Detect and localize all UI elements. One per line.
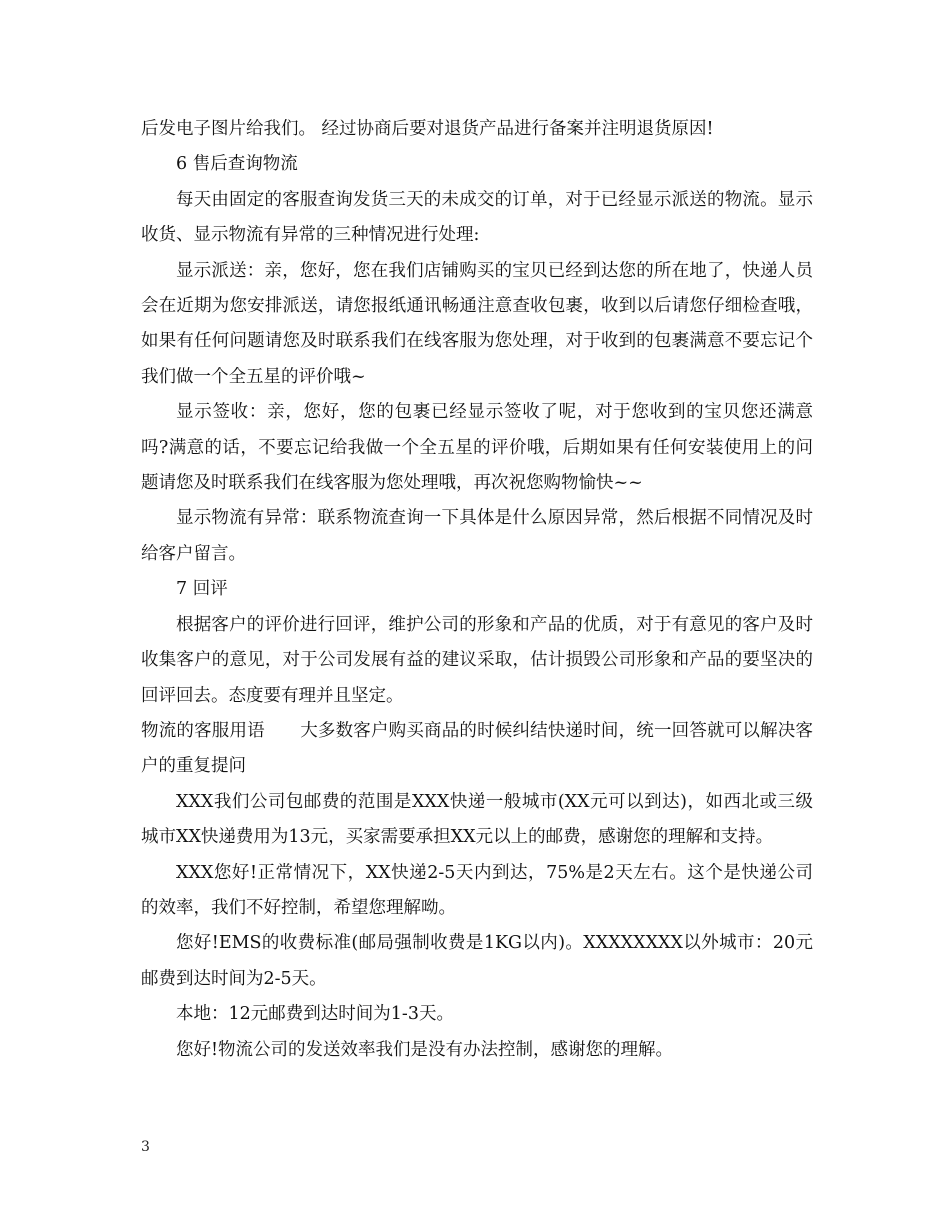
paragraph-review-reply: 根据客户的评价进行回评，维护公司的形象和产品的优质，对于有意见的客户及时收集客户的意见，对于公司发展有益的建议采取，估计损毁公司形象和产品的要坚决的回评回去。态度要有理并且坚定。 xyxy=(141,614,813,706)
paragraph-abnormal-status: 显示物流有异常：联系物流查询一下具体是什么原因异常，然后根据不同情况及时给客户留言。 xyxy=(141,508,813,564)
paragraph-daily-query: 每天由固定的客服查询发货三天的未成交的订单，对于已经显示派送的物流。显示收货、显示物流有异常的三种情况进行处理: xyxy=(141,189,813,246)
paragraph-delivery-status: 显示派送：亲，您好，您在我们店铺购买的宝贝已经到达您的所在地了，快递人员会在近期为您安排派送，请您报纸通讯畅通注意查收包裹，收到以后请您仔细检查哦，如果有任何问题请您及时联系我们在线客服为您处理，对于收到的包裹满意不要忘记个我们做一个全五星的评价哦~ xyxy=(141,260,813,387)
paragraph-signed-status: 显示签收：亲，您好，您的包裹已经显示签收了呢，对于您收到的宝贝您还满意吗?满意的话，不要忘记给我做一个全五星的评价哦，后期如果有任何安装使用上的问题请您及时联系我们在线客服为您处理哦，再次祝您购物愉快~~ xyxy=(141,402,813,494)
paragraph-ems-fee: 您好!EMS的收费标准(邮局强制收费是1KG以内)。XXXXXXXX以外城市：20元邮费到达时间为2-5天。 xyxy=(141,933,813,989)
paragraph-return-evidence: 后发电子图片给我们。 经过协商后要对退货产品进行备案并注明退货原因! xyxy=(141,119,714,139)
body-text xyxy=(141,112,813,1068)
paragraph-local-fee: 本地：12元邮费到达时间为1-3天。 xyxy=(176,1004,454,1025)
heading-review-reply: 7 回评 xyxy=(176,579,228,600)
paragraph-delivery-time: XXX您好!正常情况下，XX快递2-5天内到达，75%是2天左右。这个是快递公司的效率，我们不好控制，希望您理解呦。 xyxy=(141,862,813,918)
paragraph-service-phrases: 物流的客服用语 大多数客户购买商品的时候纠结快递时间，统一回答就可以解决客户的重复提问 xyxy=(141,720,813,777)
paragraph-efficiency-note: 您好!物流公司的发送效率我们是没有办法控制，感谢您的理解。 xyxy=(176,1039,674,1060)
heading-logistics-query: 6 售后查询物流 xyxy=(176,154,298,175)
page-number: 3 xyxy=(141,1139,150,1155)
paragraph-free-shipping-range: XXX我们公司包邮费的范围是XXX快递一般城市(XX元可以到达)，如西北或三级城市XX快递费用为13元，买家需要承担XX元以上的邮费，感谢您的理解和支持。 xyxy=(141,791,813,848)
